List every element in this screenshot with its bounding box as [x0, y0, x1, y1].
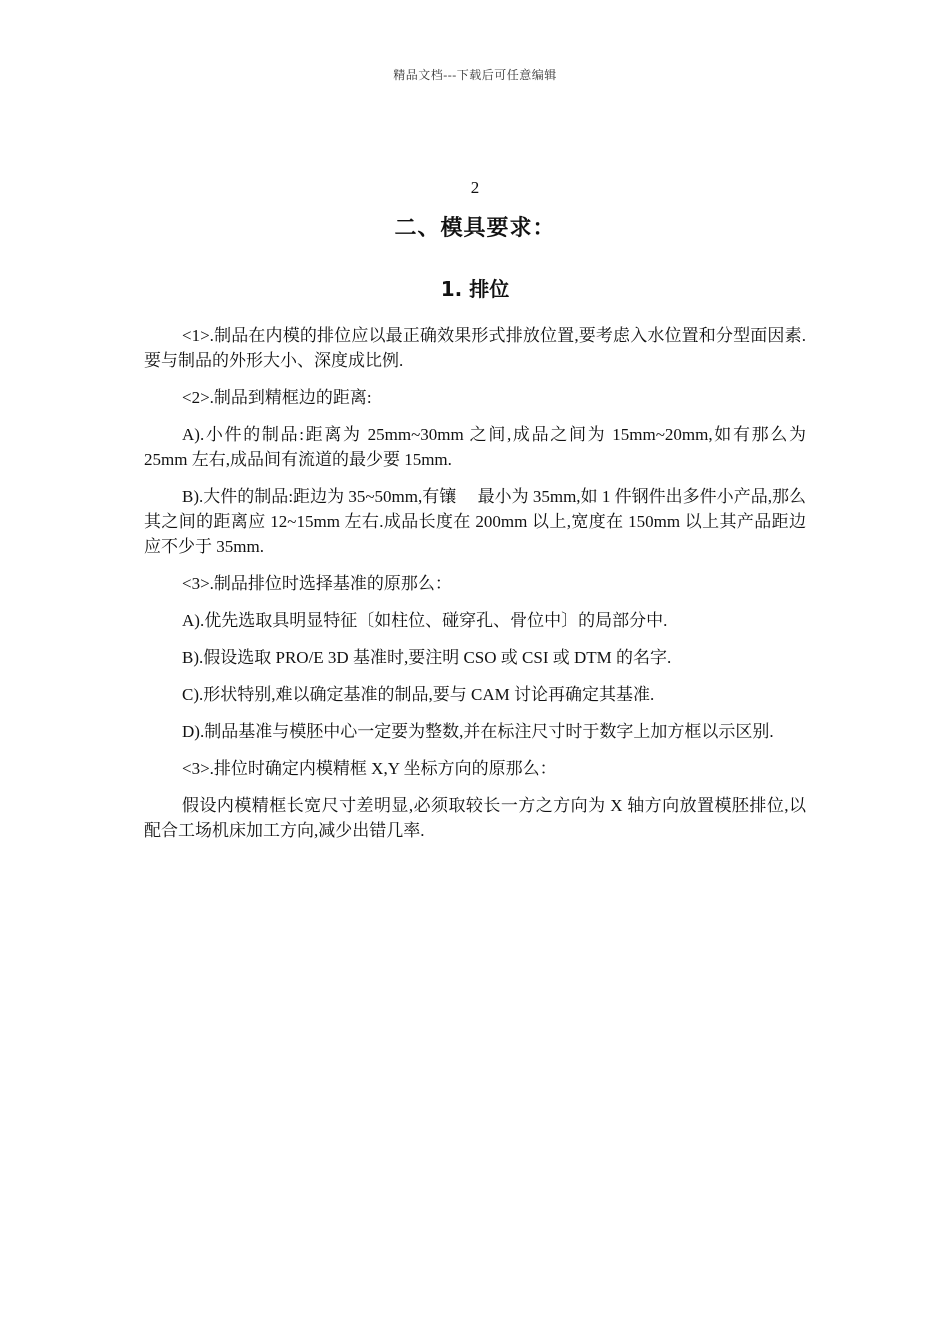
page-header: 精品文档---下载后可任意编辑 — [393, 68, 557, 82]
paragraph-4: B).大件的制品:距边为 35~50mm,有镶 最小为 35mm,如 1 件钢件出多件小产品,那么其之间的距离应 12~15mm 左右.成品长度在 200mm 以上,宽度在 150mm 以上其产品距边应不少于 35mm. — [144, 487, 806, 556]
paragraph-1: <1>.制品在内模的排位应以最正确效果形式排放位置,要考虑入水位置和分型面因素. 要与制品的外形大小、深度成比例. — [144, 326, 806, 370]
paragraph-7: B).假设选取 PRO/E 3D 基准时,要注明 CSO 或 CSI 或 DTM 的名字. — [182, 648, 672, 667]
paragraph-8: C).形状特别,难以确定基准的制品,要与 CAM 讨论再确定其基准. — [182, 685, 655, 704]
paragraph-2: <2>.制品到精框边的距离: — [182, 388, 372, 407]
paragraph-6: A).优先选取具明显特征〔如柱位、碰穿孔、骨位中〕的局部分中. — [182, 611, 668, 630]
chapter-title: 二、模具要求： — [394, 216, 556, 241]
paragraph-9: D).制品基准与模胚中心一定要为整数,并在标注尺寸时于数字上加方框以示区别. — [182, 722, 774, 741]
section-title: 1. 排位 — [440, 277, 510, 301]
paragraph-11: 假设内模精框长宽尺寸差明显,必须取较长一方之方向为 X 轴方向放置模胚排位,以配合工场机床加工方向,减少出错几率. — [144, 796, 806, 840]
paragraph-3: A).小件的制品:距离为 25mm~30mm 之间,成品之间为 15mm~20mm,如有那么为 25mm 左右,成品间有流道的最少要 15mm. — [144, 425, 806, 469]
page-number: 2 — [470, 178, 480, 197]
document-body — [144, 323, 806, 855]
paragraph-5: <3>.制品排位时选择基准的原那么： — [182, 574, 452, 593]
paragraph-10: <3>.排位时确定内模精框 X,Y 坐标方向的原那么： — [182, 759, 557, 778]
